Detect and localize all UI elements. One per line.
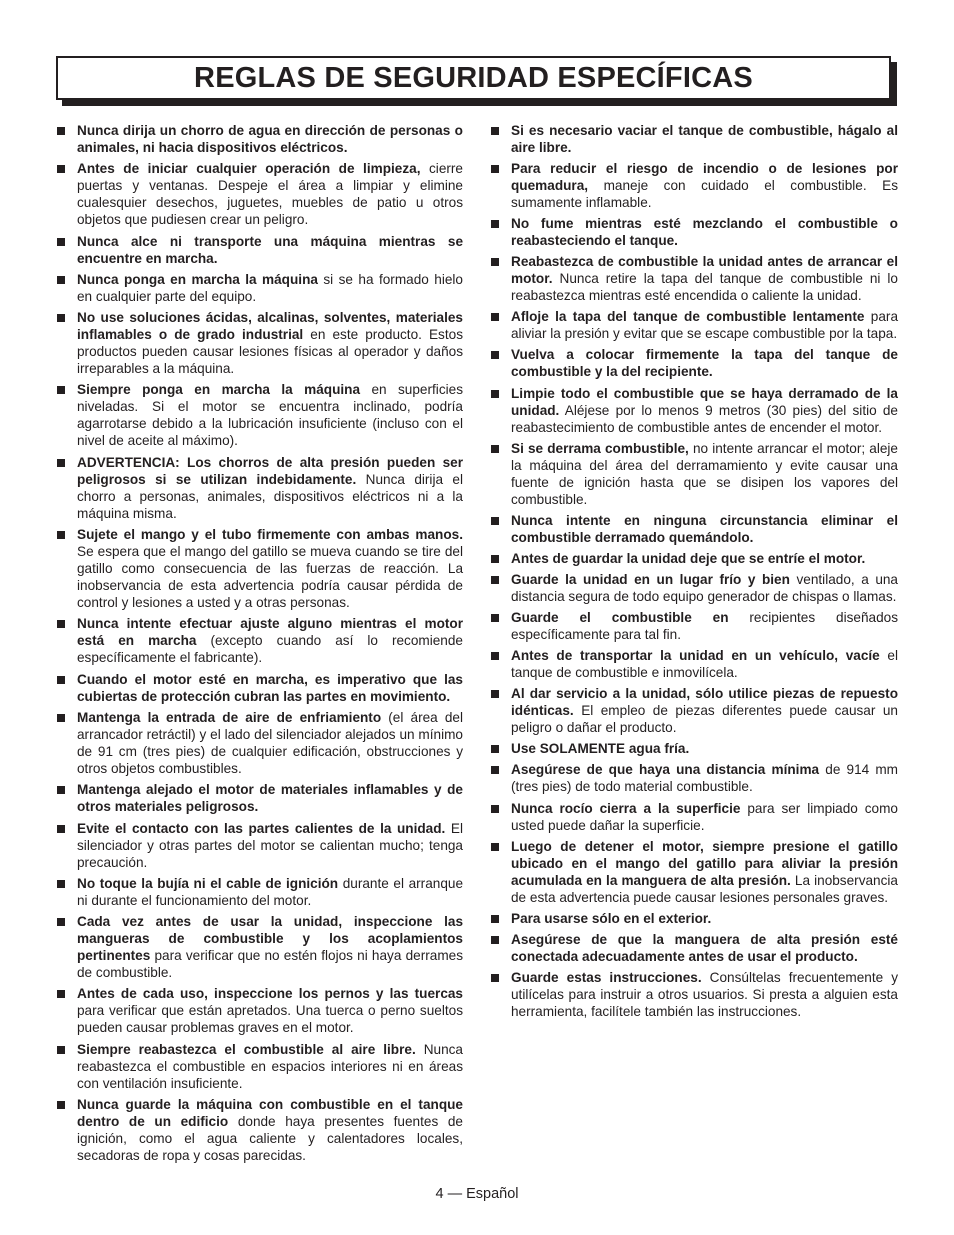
rule-text: durante el arranque ni durante el funcionamiento del motor. [77, 875, 463, 908]
rule-text: donde haya presentes fuentes de ignición, como el agua caliente y calentadores locales, secadoras de ropa y cosas parecidas. [77, 1114, 463, 1164]
square-bullet-icon [491, 390, 499, 398]
safety-rule-item [57, 671, 463, 705]
square-bullet-icon [491, 915, 499, 923]
safety-rule-item [57, 309, 463, 377]
rule-text: Aléjese por lo menos 9 metros (30 pies) del sitio de reabastecimiento de combustible antes de encender el motor. [511, 402, 898, 435]
safety-rule-item [57, 781, 463, 815]
square-bullet-icon [57, 918, 65, 926]
square-bullet-icon [57, 786, 65, 794]
square-bullet-icon [491, 576, 499, 584]
safety-rule-item [57, 526, 463, 611]
safety-rule-item [57, 985, 463, 1036]
rule-bold-text: Nunca dirija un chorro de agua en dirección de personas o animales, ni hacia dispositivos eléctricos. [77, 123, 463, 155]
square-bullet-icon [57, 238, 65, 246]
rule-bold-text: Cada vez antes de usar la unidad, inspeccione las mangueras de combustible y los acoplamientos pertinentes [77, 914, 463, 964]
rule-text: (excepto cuando así lo recomiende específicamente el fabricante). [77, 633, 463, 666]
safety-rule-item [491, 571, 898, 605]
rule-bold-text: Mantenga la entrada de aire de enfriamiento [77, 709, 382, 725]
square-bullet-icon [491, 690, 499, 698]
square-bullet-icon [491, 313, 499, 321]
rule-bold-text: Al dar servicio a la unidad, sólo utilice piezas de repuesto idénticas. [511, 686, 898, 719]
square-bullet-icon [57, 459, 65, 467]
rule-text: para aliviar la presión y evitar que se escape combustible por la tapa. [511, 309, 898, 342]
safety-rule-item [57, 1041, 463, 1092]
square-bullet-icon [491, 517, 499, 525]
safety-rule-item [57, 913, 463, 981]
rule-bold-text: No toque la bujía ni el cable de ignición [77, 875, 339, 891]
rule-bold-text: Si es necesario vaciar el tanque de combustible, hágalo al aire libre. [511, 123, 898, 155]
rule-text: La inobservancia de esta advertencia puede causar lesiones personales graves. [511, 872, 898, 905]
rule-bold-text: No fume mientras esté mezclando el combustible o reabasteciendo el tanque. [511, 216, 898, 249]
square-bullet-icon [491, 652, 499, 660]
safety-rule-item [57, 709, 463, 777]
safety-rule-item [57, 454, 463, 522]
rule-text: Nunca reabastezca el combustible en espacios interiores ni en áreas con ventilación insuficiente. [77, 1041, 463, 1091]
square-bullet-icon [57, 990, 65, 998]
safety-rule-item [491, 647, 898, 681]
rule-bold-text: Nunca rocío cierra a la superficie [511, 800, 741, 816]
rule-bold-text: Antes de cada uso, inspeccione los pernos y las tuercas [77, 986, 463, 1002]
rule-bold-text: Limpie todo el combustible que se haya derramado de la unidad. [511, 385, 898, 418]
rule-text: de 914 mm (tres pies) de todo material combustible. [511, 762, 898, 795]
safety-rule-item [491, 385, 898, 436]
rule-text: si se ha formado hielo en cualquier parte del equipo. [77, 271, 463, 304]
safety-rule-item [491, 609, 898, 643]
square-bullet-icon [57, 880, 65, 888]
square-bullet-icon [491, 351, 499, 359]
rule-bold-text: Asegúrese de que la manguera de alta presión esté conectada adecuadamente antes de usar el producto. [511, 931, 898, 964]
square-bullet-icon [491, 220, 499, 228]
rule-text: para verificar que están apretados. Una tuerca o perno sueltos pueden causar problemas graves en el motor. [77, 1003, 463, 1036]
square-bullet-icon [491, 165, 499, 173]
rule-bold-text: Para reducir el riesgo de incendio o de lesiones por quemadura, [511, 161, 898, 194]
safety-rule-item [491, 800, 898, 834]
square-bullet-icon [57, 314, 65, 322]
rule-bold-text: Si se derrama combustible, [511, 440, 689, 456]
square-bullet-icon [57, 165, 65, 173]
rule-text: en este producto. Estos productos pueden causar lesiones físicas al operador y daños irreparables a la máquina. [77, 327, 463, 377]
square-bullet-icon [491, 555, 499, 563]
rule-bold-text: Use SOLAMENTE agua fría. [511, 741, 690, 757]
rule-bold-text: Guarde estas instrucciones. [511, 969, 702, 985]
rule-text: Consúltelas frecuentemente y utilícelas para instruir a otros usuarios. Si presta a alguien esta herramienta, facilítele también las instrucciones. [511, 969, 899, 1019]
rule-bold-text: Nunca intente efectuar ajuste alguno mientras el motor está en marcha [77, 616, 463, 649]
rule-text: Nunca dirija el chorro a personas, animales, dispositivos eléctricos ni a la máquina misma. [77, 471, 463, 521]
safety-rule-item [491, 512, 898, 546]
safety-rule-item [491, 910, 898, 927]
safety-rule-item [491, 215, 898, 249]
square-bullet-icon [491, 766, 499, 774]
square-bullet-icon [491, 745, 499, 753]
safety-rule-item [57, 271, 463, 305]
rule-bold-text: Cuando el motor esté en marcha, es imperativo que las cubiertas de protección cubran las partes en movimiento. [77, 671, 463, 704]
rule-text: El empleo de piezas diferentes puede causar un peligro o dañar el producto. [511, 703, 898, 736]
square-bullet-icon [57, 1046, 65, 1054]
page-footer: 4 — Español [435, 1186, 519, 1202]
rule-bold-text: Siempre reabastezca el combustible al aire libre. [77, 1041, 416, 1057]
rule-text: Se espera que el mango del gatillo se mueva cuando se tire del gatillo como consecuencia de las fuerzas de reacción. La inobservancia de esta advertencia podría causar pérdida de control y lesiones a usted y a otras personas. [77, 544, 463, 611]
square-bullet-icon [491, 843, 499, 851]
rule-text: para verificar que no estén flojos ni haya derrames de combustible. [77, 948, 463, 981]
rule-bold-text: Afloje la tapa del tanque de combustible lentamente [511, 309, 865, 325]
square-bullet-icon [491, 127, 499, 135]
square-bullet-icon [57, 386, 65, 394]
square-bullet-icon [491, 936, 499, 944]
rule-bold-text: Mantenga alejado el motor de materiales inflamables y de otros materiales peligrosos. [77, 782, 463, 815]
square-bullet-icon [491, 614, 499, 622]
square-bullet-icon [491, 445, 499, 453]
rule-bold-text: Antes de transportar la unidad en un vehículo, vacíe [511, 648, 880, 664]
rule-bold-text: ADVERTENCIA: Los chorros de alta presión pueden ser peligrosos si se utilizan indebidamente. [77, 454, 463, 487]
rule-text: el tanque de combustible e inmovilícela. [511, 648, 898, 681]
right-column [491, 122, 898, 1024]
rule-text: ventilado, a una distancia segura de todo equipo generador de chispas o llamas. [511, 571, 898, 604]
rule-text: El silenciador y otras partes del motor se calientan mucho; tenga precaución. [77, 820, 463, 870]
safety-rule-item [491, 440, 898, 508]
square-bullet-icon [57, 276, 65, 284]
rule-text: en superficies niveladas. Si el motor se encuentra inclinado, podría agarrotarse debido a la lubricación insuficiente (incluso con el nivel de aceite al máximo). [77, 382, 463, 449]
rule-bold-text: Guarde la unidad en un lugar frío y bien [511, 571, 790, 587]
rule-bold-text: Sujete el mango y el tubo firmemente con ambas manos. [77, 527, 463, 543]
rule-bold-text: Nunca ponga en marcha la máquina [77, 271, 318, 287]
square-bullet-icon [57, 531, 65, 539]
safety-rule-item [491, 838, 898, 906]
square-bullet-icon [491, 258, 499, 266]
safety-rule-item [57, 615, 463, 666]
square-bullet-icon [57, 1101, 65, 1109]
safety-rule-item [57, 122, 463, 156]
rule-bold-text: No use soluciones ácidas, alcalinas, solventes, materiales inflamables o de grado industrial [77, 310, 463, 343]
rule-text: cierre puertas y ventanas. Despeje el área a limpiar y elimine cualesquier desechos, juguetes, muebles de patio u otros objetos que pudiesen crear un peligro. [77, 161, 463, 228]
safety-rule-item [57, 160, 463, 228]
rule-bold-text: Nunca alce ni transporte una máquina mientras se encuentre en marcha. [77, 233, 463, 266]
rule-bold-text: Nunca guarde la máquina con combustible en el tanque dentro de un edificio [77, 1097, 463, 1130]
rule-text: Nunca retire la tapa del tanque de combustible ni lo reabastezca mientras esté encendida o caliente la unidad. [511, 271, 898, 304]
rule-bold-text: Evite el contacto con las partes calientes de la unidad. [77, 820, 446, 836]
square-bullet-icon [57, 825, 65, 833]
rule-bold-text: Luego de detener el motor, siempre presione el gatillo ubicado en el mango del gatillo para aliviar la presión acumulada en la manguera de alta presión. [511, 838, 898, 888]
rule-text: (el área del arrancador retráctil) y el lado del silenciador alejados un mínimo de 91 cm (tres pies) de cualquier edificación, obstrucciones y otros objetos combustibles. [77, 709, 463, 776]
rule-bold-text: Siempre ponga en marcha la máquina [77, 382, 361, 398]
title-box [56, 56, 891, 100]
safety-rule-item [491, 160, 898, 211]
rule-text: recipientes diseñados específicamente para tal fin. [511, 610, 898, 643]
rule-text: para ser limpiado como usted puede dañar la superficie. [511, 800, 898, 833]
safety-rule-item [491, 308, 898, 342]
square-bullet-icon [57, 714, 65, 722]
safety-rule-item [491, 550, 898, 567]
rule-bold-text: Vuelva a colocar firmemente la tapa del tanque de combustible y la del recipiente. [511, 347, 898, 380]
rule-bold-text: Nunca intente en ninguna circunstancia eliminar el combustible derramado quemándolo. [511, 512, 898, 545]
safety-rule-item [491, 931, 898, 965]
safety-rule-item [57, 1096, 463, 1164]
square-bullet-icon [57, 676, 65, 684]
square-bullet-icon [491, 805, 499, 813]
safety-rule-item [491, 761, 898, 795]
safety-rule-item [491, 253, 898, 304]
safety-rule-item [57, 875, 463, 909]
rule-bold-text: Antes de iniciar cualquier operación de limpieza, [77, 161, 421, 177]
safety-rule-item [491, 740, 898, 757]
page-title: REGLAS DE SEGURIDAD ESPECÍFICAS [194, 61, 753, 94]
safety-rule-item [491, 969, 898, 1020]
safety-rule-item [57, 381, 463, 449]
rule-bold-text: Asegúrese de que haya una distancia mínima [511, 762, 820, 778]
safety-rule-item [491, 685, 898, 736]
square-bullet-icon [57, 127, 65, 135]
safety-rule-item [57, 233, 463, 267]
safety-rule-item [57, 820, 463, 871]
rule-bold-text: Antes de guardar la unidad deje que se entríe el motor. [511, 550, 866, 566]
rule-bold-text: Reabastezca de combustible la unidad antes de arrancar el motor. [511, 254, 898, 287]
square-bullet-icon [491, 974, 499, 982]
rule-text: maneje con cuidado el combustible. Es sumamente inflamable. [511, 178, 898, 211]
safety-rule-item [491, 346, 898, 380]
square-bullet-icon [57, 620, 65, 628]
rule-bold-text: Para usarse sólo en el exterior. [511, 910, 712, 926]
left-column [57, 122, 463, 1168]
rule-bold-text: Guarde el combustible en [511, 610, 729, 626]
safety-rule-item [491, 122, 898, 156]
rule-text: no intente arrancar el motor; aleje la máquina del área del derramamiento y evite causar una fuente de ignición hasta que se disipen los vapores del combustible. [511, 440, 898, 507]
